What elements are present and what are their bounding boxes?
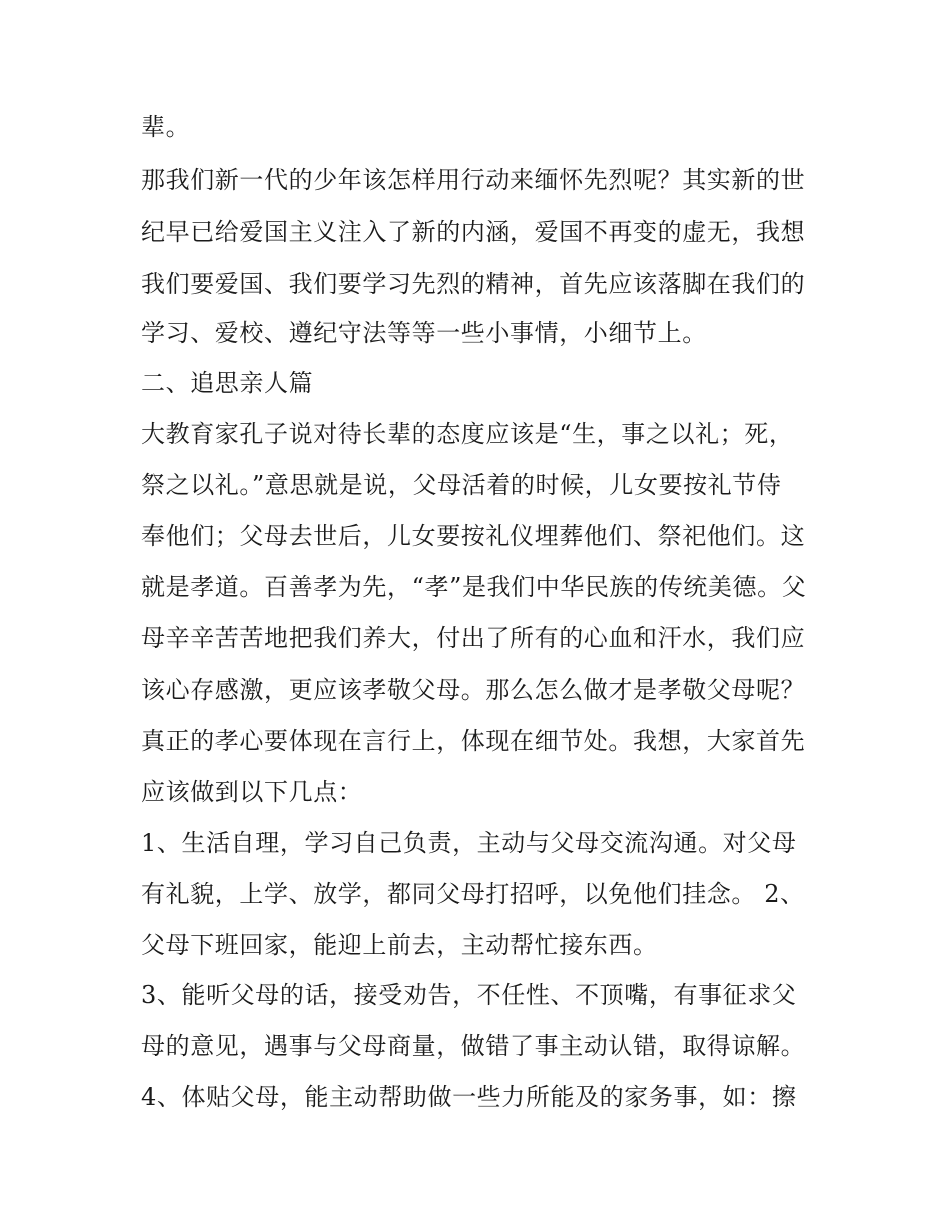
text-line: 母辛辛苦苦地把我们养大，付出了所有的心血和汗水，我们应 [141,624,806,652]
text-line: 辈。 [141,113,191,141]
text-line: 应该做到以下几点： [141,778,363,806]
list-item: 4、体贴父母，能主动帮助做一些力所能及的家务事，如：擦 [141,1083,797,1111]
text-line: 学习、爱校、遵纪守法等等一些小事情，小细节上。 [141,319,707,347]
list-item: 母的意见，遇事与父母商量，做错了事主动认错，取得谅解。 [141,1032,806,1060]
list-item: 父母下班回家，能迎上前去，主动帮忙接东西。 [141,931,658,959]
section-heading: 二、追思亲人篇 [141,369,314,397]
text-line: 该心存感激，更应该孝敬父母。那么怎么做才是孝敬父母呢？ [141,676,806,704]
text-line: 真正的孝心要体现在言行上，体现在细节处。我想，大家首先 [141,727,806,755]
text-line: 祭之以礼。”意思就是说，父母活着的时候，儿女要按礼节侍 [141,471,782,499]
text-line: 奉他们；父母去世后，儿女要按礼仪埋葬他们、祭祀他们。这 [141,522,806,550]
list-item: 有礼貌，上学、放学，都同父母打招呼，以免他们挂念。 2、 [141,880,805,908]
text-line: 我们要爱国、我们要学习先烈的精神，首先应该落脚在我们的 [141,270,806,298]
text-line: 大教育家孔子说对待长辈的态度应该是“生，事之以礼；死， [141,420,794,448]
text-line: 就是孝道。百善孝为先，“孝”是我们中华民族的传统美德。父 [141,573,807,601]
list-item: 1、生活自理，学习自己负责，主动与父母交流沟通。对父母 [141,829,797,857]
text-line: 纪早已给爱国主义注入了新的内涵，爱国不再变的虚无，我想 [141,218,806,246]
text-line: 那我们新一代的少年该怎样用行动来缅怀先烈呢？其实新的世 [141,166,806,194]
list-item: 3、能听父母的话，接受劝告，不任性、不顶嘴，有事征求父 [141,981,797,1009]
